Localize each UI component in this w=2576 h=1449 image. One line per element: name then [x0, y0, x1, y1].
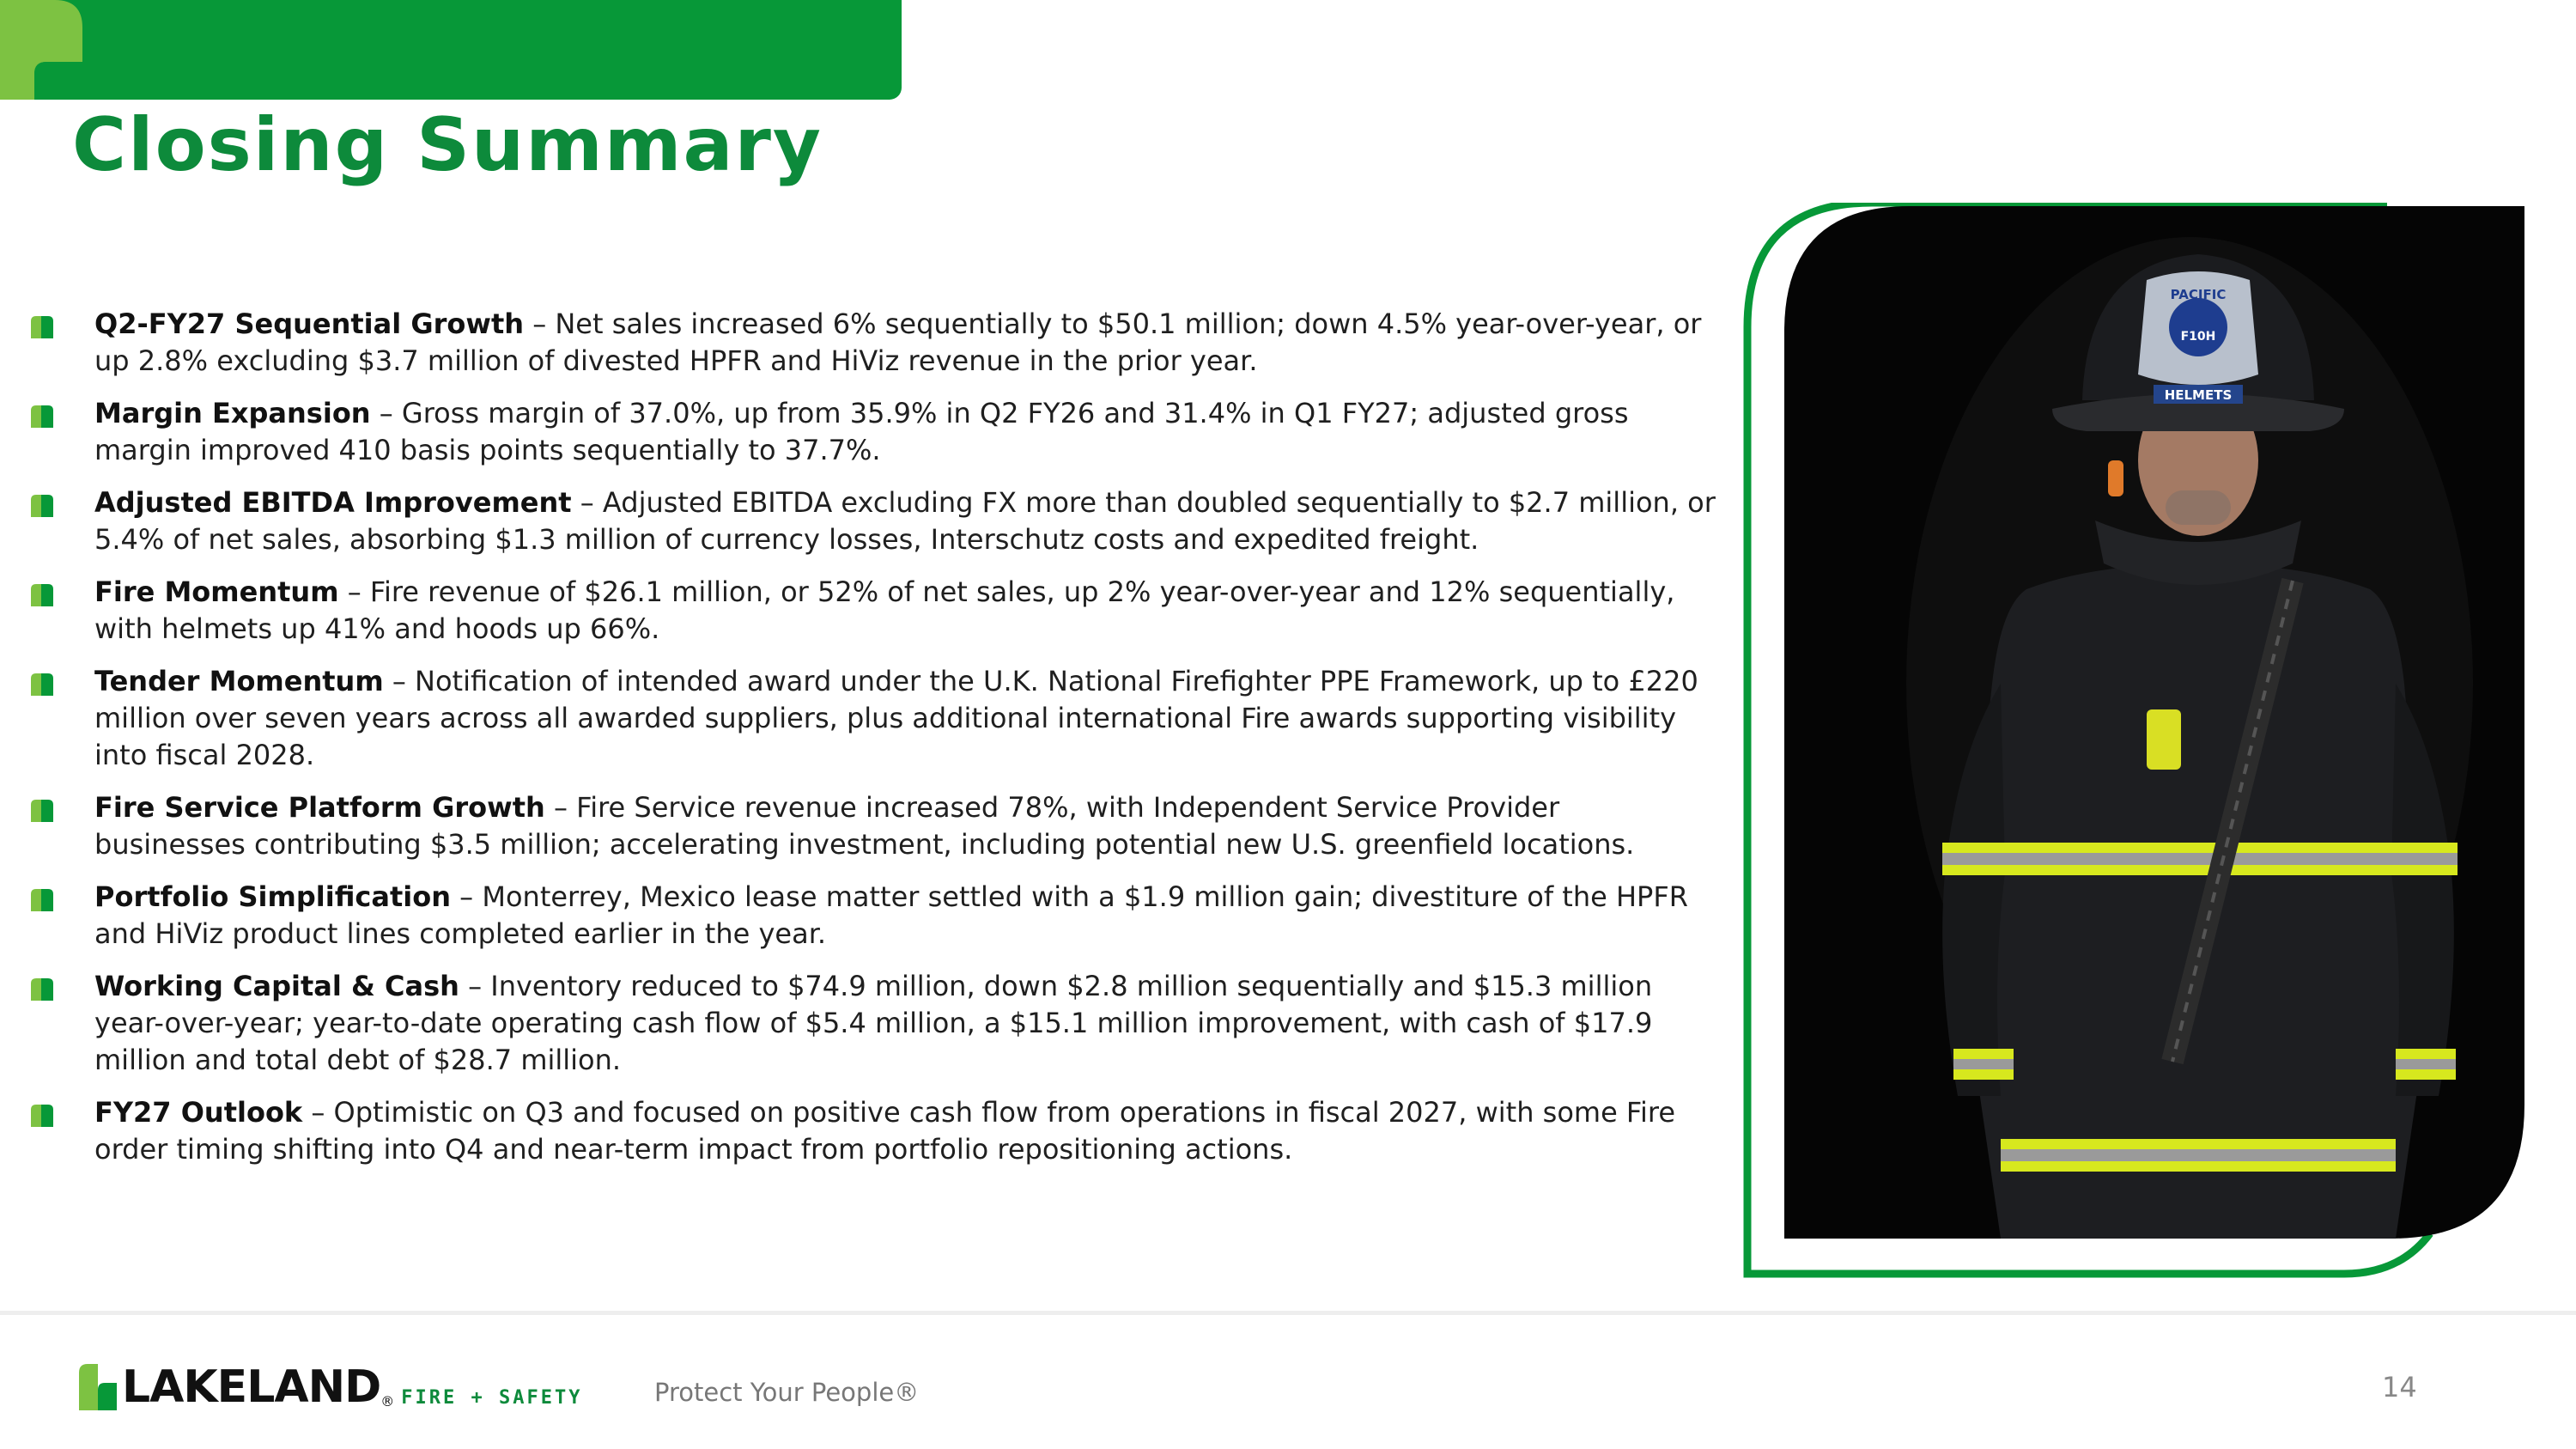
- bullet-separator: –: [338, 575, 370, 608]
- bullet-separator: –: [571, 486, 603, 519]
- page-number: 14: [2382, 1371, 2417, 1403]
- bullet-title: Fire Momentum: [94, 575, 339, 608]
- bullet-text: Fire revenue of $26.1 million, or 52% of net sales, up 2% year-over-year and 12% sequentially, with helmets up 41% and hoods up 66%.: [94, 575, 1675, 645]
- bullet-item: [31, 484, 1718, 558]
- bullet-title: Margin Expansion: [94, 397, 371, 429]
- lakeland-leaf-icon: [79, 1364, 117, 1410]
- bullet-text: Adjusted EBITDA excluding FX more than doubled sequentially to $2.7 million, or 5.4% of net sales, absorbing $1.3 million of currency losses, Interschutz costs and expedited freight.: [94, 486, 1716, 556]
- bullet-title: Fire Service Platform Growth: [94, 791, 545, 824]
- bullet-text: Optimistic on Q3 and focused on positive cash flow from operations in fiscal 2027, with some Fire order timing shifting into Q4 and near-term impact from portfolio repositioning actions.: [94, 1096, 1676, 1166]
- bullet-title: Adjusted EBITDA Improvement: [94, 486, 572, 519]
- leaf-bullet-icon: [31, 495, 53, 517]
- bullet-separator: –: [451, 880, 483, 913]
- bullet-separator: –: [459, 970, 491, 1002]
- leaf-bullet-icon: [31, 584, 53, 606]
- bullet-item: [31, 395, 1718, 469]
- logo-wordmark: LAKELAND: [122, 1361, 381, 1413]
- helmet-label-top: PACIFIC: [2170, 287, 2227, 302]
- firefighter-photo: [1743, 203, 2524, 1278]
- footer-tagline: Protect Your People®: [654, 1378, 920, 1407]
- footer-divider: [0, 1311, 2576, 1315]
- helmet-label-mid: F10H: [2180, 330, 2216, 344]
- leaf-bullet-icon: [31, 1105, 53, 1127]
- bullet-text: Gross margin of 37.0%, up from 35.9% in Q2 FY26 and 31.4% in Q1 FY27; adjusted gross margin improved 410 basis points sequentially to 37.7%.: [94, 397, 1629, 466]
- bullet-item: [31, 663, 1718, 774]
- summary-bullet-list: [31, 306, 1718, 1184]
- bullet-title: FY27 Outlook: [94, 1096, 303, 1129]
- leaf-corner-icon: [0, 0, 82, 100]
- bullet-item: [31, 879, 1718, 953]
- bullet-text: Monterrey, Mexico lease matter settled with a $1.9 million gain; divestiture of the HPFR and HiViz product lines completed earlier in the year.: [94, 880, 1688, 950]
- bullet-text: Fire Service revenue increased 78%, with Independent Service Provider businesses contributing $3.5 million; accelerating investment, including potential new U.S. greenfield locations.: [94, 791, 1635, 861]
- bullet-text: Net sales increased 6% sequentially to $50.1 million; down 4.5% year-over-year, or up 2.8% excluding $3.7 million of divested HPFR and HiViz revenue in the prior year.: [94, 307, 1702, 377]
- page-title: Closing Summary: [72, 102, 823, 188]
- bullet-item: [31, 789, 1718, 863]
- company-logo: [79, 1359, 583, 1413]
- leaf-bullet-icon: [31, 889, 53, 911]
- leaf-bullet-icon: [31, 978, 53, 1001]
- bullet-separator: –: [302, 1096, 334, 1129]
- bullet-item: [31, 574, 1718, 648]
- bullet-separator: –: [370, 397, 402, 429]
- bullet-title: Portfolio Simplification: [94, 880, 451, 913]
- firefighter-illustration: [1743, 203, 2524, 1278]
- leaf-bullet-icon: [31, 405, 53, 428]
- bullet-item: [31, 968, 1718, 1079]
- logo-subtitle: FIRE + SAFETY: [401, 1387, 583, 1409]
- header-bar: [0, 0, 902, 100]
- bullet-item: [31, 306, 1718, 380]
- bullet-title: Tender Momentum: [94, 665, 384, 697]
- leaf-bullet-icon: [31, 800, 53, 822]
- leaf-bullet-icon: [31, 673, 53, 696]
- leaf-bullet-icon: [31, 316, 53, 338]
- bullet-item: [31, 1094, 1718, 1168]
- bullet-separator: –: [544, 791, 577, 824]
- helmet-label-bottom: HELMETS: [2164, 387, 2233, 403]
- bullet-title: Q2-FY27 Sequential Growth: [94, 307, 525, 340]
- bullet-separator: –: [524, 307, 556, 340]
- bullet-text: Notification of intended award under the U.K. National Firefighter PPE Framework, up to £220 million over seven years across all awarded suppliers, plus additional international Fire awards supporting visibility into fiscal 2028.: [94, 665, 1698, 771]
- bullet-text: Inventory reduced to $74.9 million, down $2.8 million sequentially and $15.3 million year-over-year; year-to-date operating cash flow of $5.4 million, a $15.1 million improvement, with cash of $17.9 million and total debt of $28.7 million.: [94, 970, 1653, 1076]
- bullet-title: Working Capital & Cash: [94, 970, 459, 1002]
- logo-registered-mark: ®: [380, 1393, 395, 1409]
- bullet-separator: –: [383, 665, 416, 697]
